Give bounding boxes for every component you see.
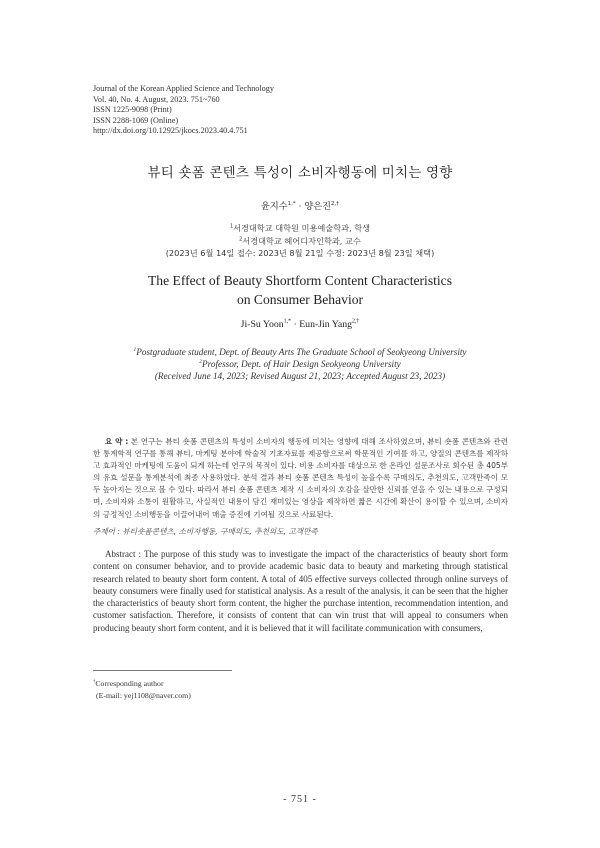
english-title-line-1: The Effect of Beauty Shortform Content Characteristics [147, 273, 452, 288]
korean-keywords: 주제어 : 뷰티숏폼콘텐츠, 소비자행동, 구매의도, 추천의도, 고객만족 [93, 527, 318, 536]
footnote-divider [93, 670, 232, 671]
english-title-line-2: on Consumer Behavior [236, 291, 364, 307]
affiliation-2-mark: 2 [239, 235, 243, 242]
dagger-mark: † [93, 679, 96, 685]
english-author-1: Ji-Su Yoon [240, 319, 284, 330]
page-number: - 751 - [283, 794, 317, 805]
korean-author-1: 윤지수 [260, 201, 288, 212]
corresponding-email: (E-mail: yej1108@naver.com) [96, 690, 191, 700]
issn-online: ISSN 2288-1069 (Online) [93, 115, 179, 125]
journal-header [93, 84, 274, 137]
doi-link[interactable]: http://dx.doi.org/10.12925/jkocs.2023.40.4.751 [93, 126, 248, 136]
korean-abstract [93, 436, 508, 521]
corresponding-author-note: †Corresponding author [93, 679, 164, 688]
korean-authors [0, 198, 600, 212]
english-affiliations [0, 346, 600, 383]
korean-author-2: 양은진 [304, 201, 332, 212]
korean-abstract-label: 요 약 : [105, 437, 129, 446]
issn-print: ISSN 1225-9098 (Print) [93, 105, 172, 115]
korean-affiliations [0, 222, 600, 260]
english-author-1-mark: 1,* [283, 318, 292, 325]
english-affiliation-2: $^2$Professor, Dept. of Hair Design Seokyeong University [199, 359, 401, 370]
author-separator: · [295, 201, 305, 212]
english-authors [0, 319, 600, 330]
english-title [0, 272, 600, 309]
english-abstract-text: The purpose of this study was to investigate the impact of the characteristics of beauty short form content on consumer behavior, and to provide academic basic data to beauty and marketing through statistical research related to beauty short form content. A total of 405 effective surveys collected through online surveys of beauty consumers were finally used for statistical analysis. As a result of the analysis, it can be seen that the higher the characteristics of beauty short form content, the higher the purchase intention, recommendation intention, and customer satisfaction. Therefore, it consists of content that can win trust that will appeal to consumers when producing beauty short form content, and it is believed that it will facilitate communication with consumers, [93, 549, 508, 633]
english-abstract [93, 548, 508, 634]
korean-abstract-text: 본 연구는 뷰티 숏폼 콘텐츠의 특성이 소비자의 행동에 미치는 영향에 대해 조사하였으며, 뷰티 숏폼 콘텐츠와 관련한 통계학적 연구를 통해 뷰티, 마케팅 분야에 학술적 기초자료를 제공함으로써 학문적인 기여를 하고, 양질의 콘텐츠를 제작하고 효과적인 마케팅에 도움이 되게 하는데 연구의 목적이 있다. 비용 소비자를 대상으로 한 온라인 설문조사로 회수된 총 405부의 유효 설문을 통계분석에 최종 사용하였다. 분석 결과 뷰티 숏폼 콘텐츠 특성이 높을수록 구매의도, 추천의도, 고객만족이 모두 높아지는 것으로 볼 수 있다. 따라서 뷰티 숏폼 콘텐츠 제작 시 소비자의 호감을 살만한 신뢰를 얻을 수 있는 내용으로 구성되며, 소비자와 소통이 원활하고, 사실적인 내용이 담긴 재미있는 영상을 제작하면 짧은 시간에 확산이 용이할 수 있으며, 소비자의 긍정적인 소비행동을 이끌어내어 매출 증진에 기여될 것으로 사료된다. [93, 437, 509, 519]
english-author-2: Eun-Jin Yang [299, 319, 352, 330]
journal-name: Journal of the Korean Applied Science and Technology [93, 84, 274, 93]
korean-author-2-mark: 2,† [331, 200, 340, 207]
korean-affiliation-2: $^2$서경대학교 헤어디자인학과, 교수 [239, 235, 361, 246]
english-affiliation-1: $^1$Postgraduate student, Dept. of Beauty Arts The Graduate School of Seokyeong University [133, 346, 467, 357]
korean-author-1-mark: 1,* [287, 200, 296, 207]
english-author-2-mark: 2,† [352, 318, 360, 325]
footnote [93, 678, 191, 702]
korean-title: 뷰티 숏폼 콘텐츠 특성이 소비자행동에 미치는 영향 [147, 165, 453, 181]
journal-volume: Vol. 40, No. 4. August, 2023. 751~760 [93, 94, 220, 104]
affiliation-1-mark: 1 [133, 346, 137, 353]
affiliation-1-mark: 1 [229, 223, 234, 230]
korean-affiliation-1: $^1$서경대학교 대학원 미용예술학과, 학생 [229, 223, 371, 233]
author-separator: · [291, 319, 300, 330]
affiliation-2-mark: 2 [199, 359, 203, 366]
korean-dates: (2023년 6월 14일 접수: 2023년 8월 21일 수정: 2023년 8월 23일 채택) [165, 248, 435, 259]
english-dates: (Received June 14, 2023; Revised August 21, 2023; Accepted August 23, 2023) [154, 371, 446, 382]
english-abstract-label: Abstract : [105, 549, 142, 559]
